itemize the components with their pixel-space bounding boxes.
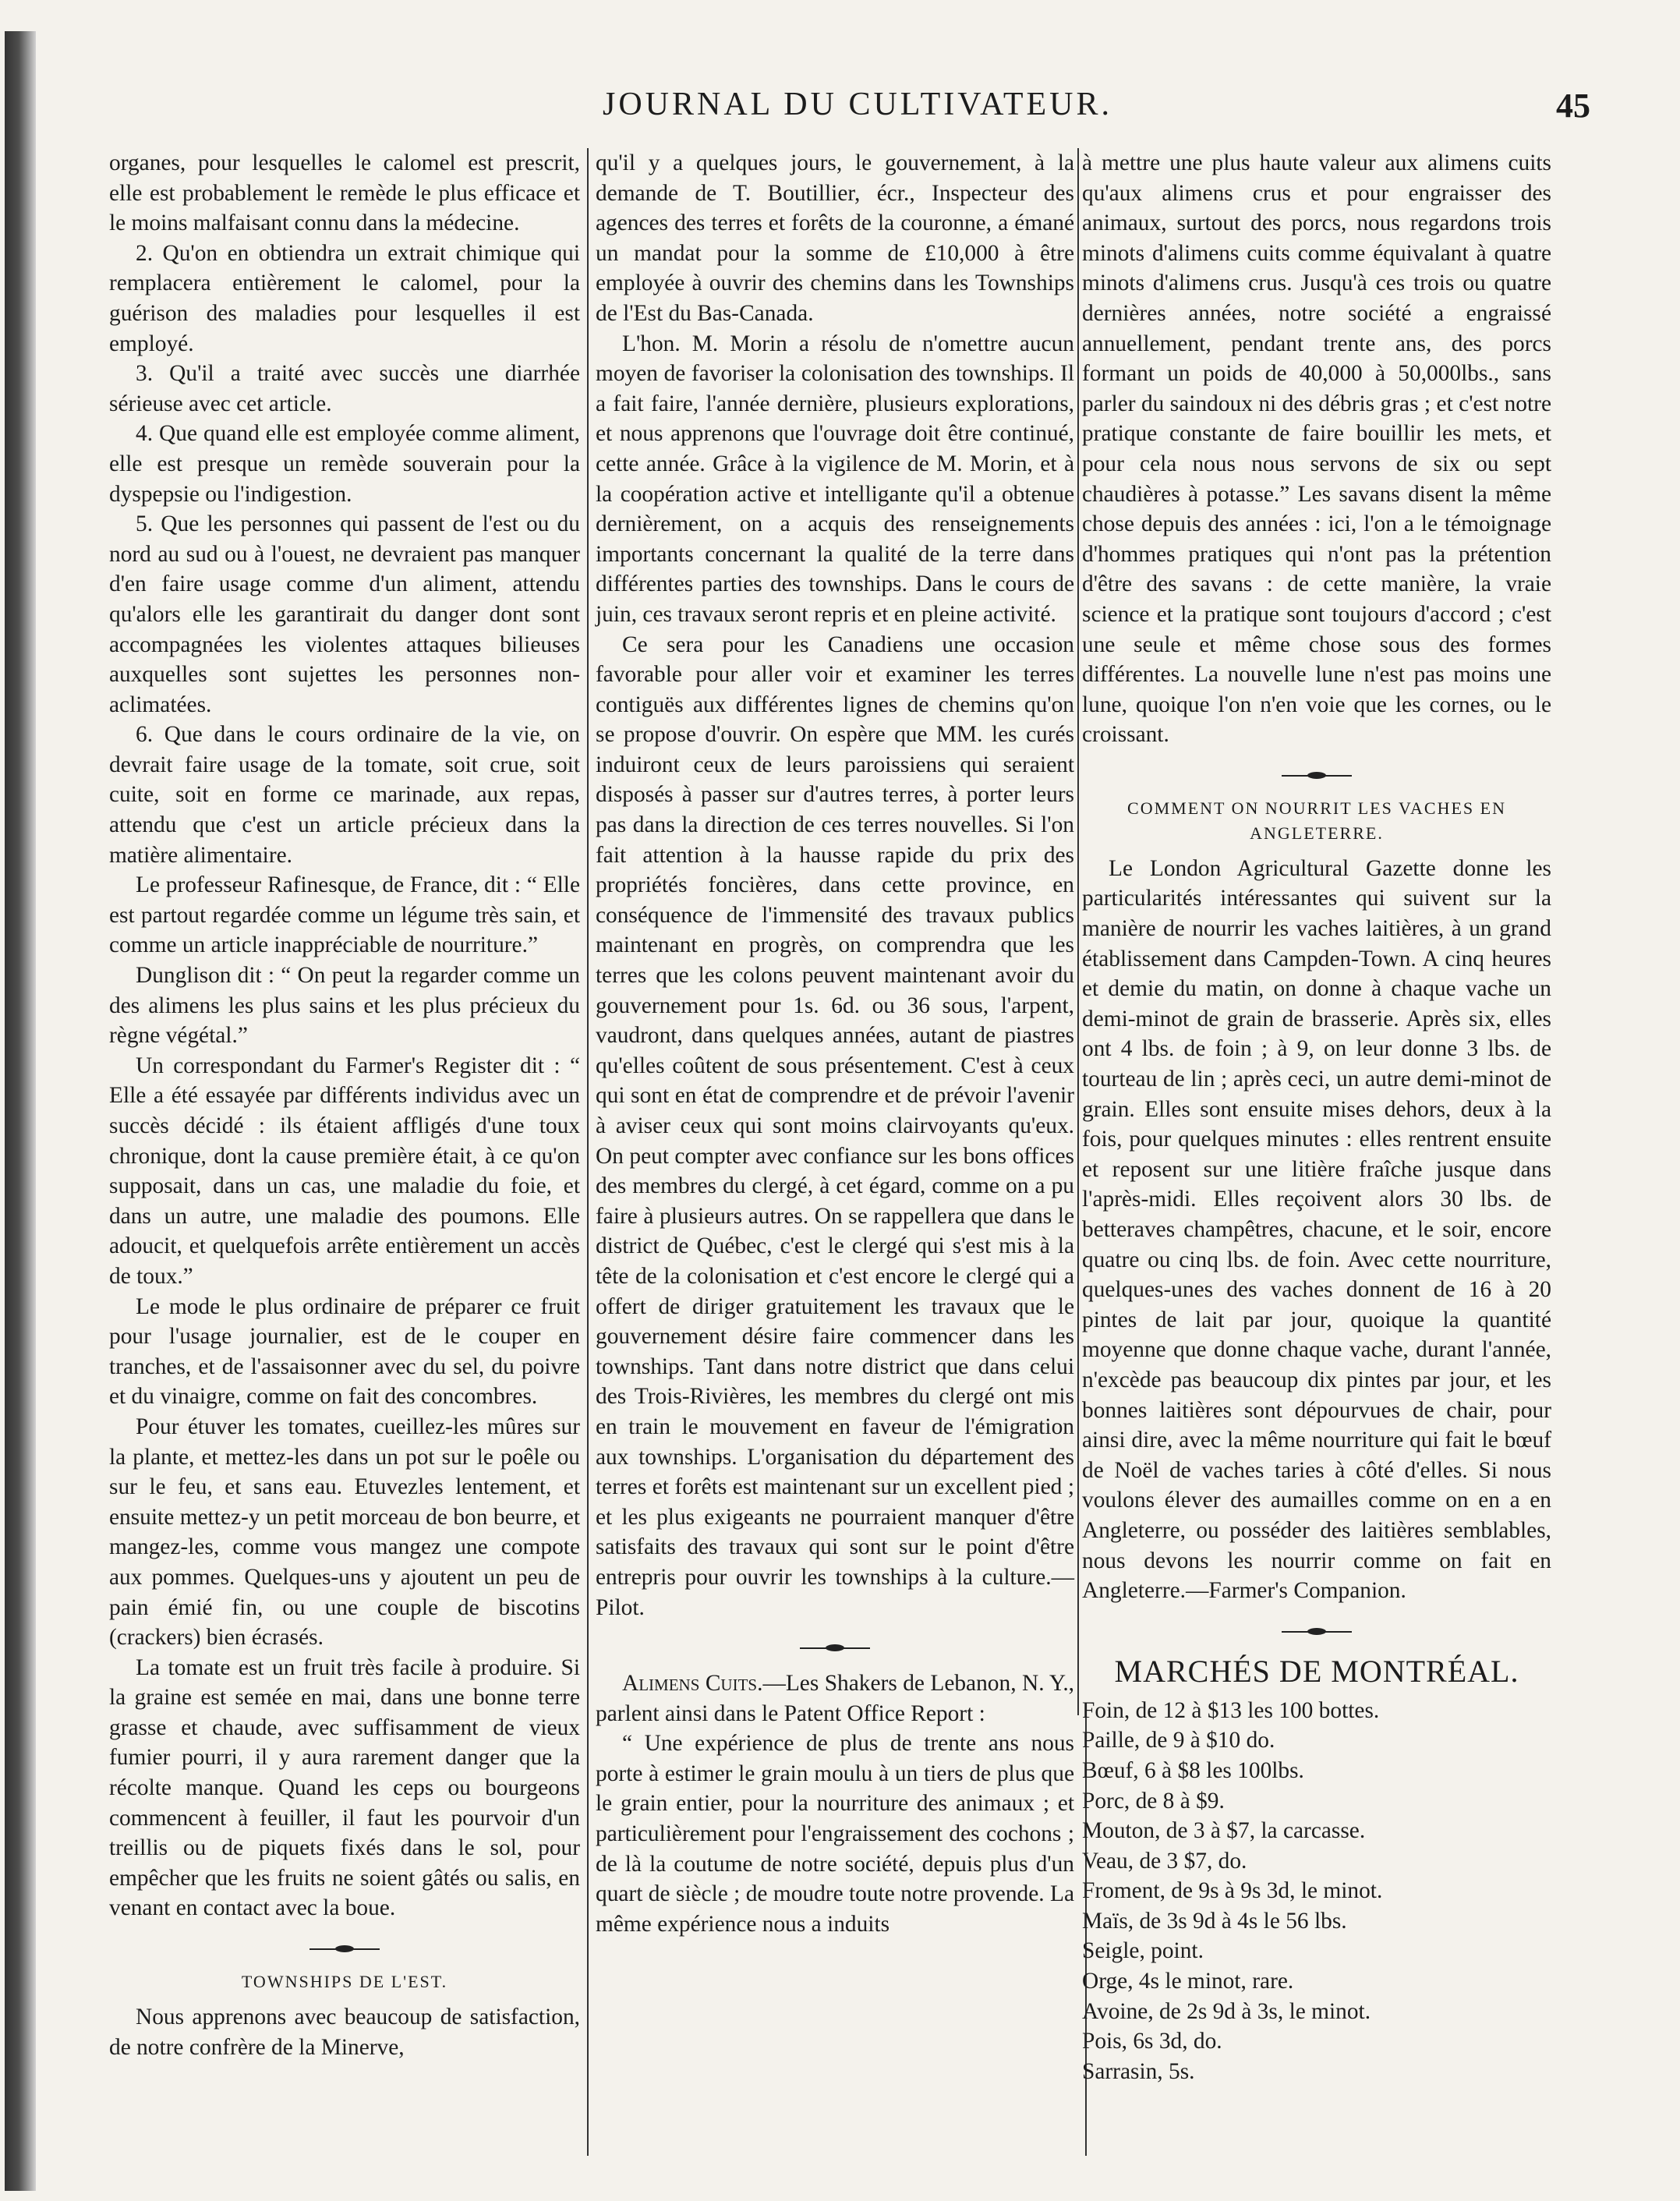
paragraph: L'hon. M. Morin a résolu de n'omettre aucun moyen de favoriser la colonisation des townships. Il a fait faire, l'année dernière, plusieurs explorations, et nous apprenons que l'ouvrage doit être continué, cette année. Grâce à la vigilence de M. Morin, et à la coopération active et intelligante qu'il a obtenue dernièrement, on a acquis des renseignements importants concernant la qualité de la terre dans différentes parties des townships. Dans le cours de juin, ces travaux seront repris et en pleine activité. [596, 331, 1074, 627]
paragraph: 4. Que quand elle est employée comme aliment, elle est presque un remède souverain pour la dyspepsie ou l'indigestion. [109, 421, 580, 507]
section-separator [1282, 772, 1352, 779]
paragraph: La tomate est un fruit très facile à produire. Si la graine est semée en mai, dans une bonne terre grasse et chaude, avec suffisamment de vieux fumier pourri, il y aura rarement danger que la récolte manque. Quand les ceps ou bourgeons commencent à feuiller, il faut les pourvoir d'un treillis ou de piquets fixés dans le sol, pour empêcher que les fruits ne soient gâtés ou salis, en venant en contact avec la boue. [109, 1654, 580, 1921]
paragraph-alimens [596, 1668, 1074, 1729]
paragraph: Pour étuver les tomates, cueillez-les mûres sur la plante, et mettez-les dans un pot sur le poêle ou sur le feu, et sans eau. Etuvezles lentement, et ensuite mettez-y un petit morceau de bon beurre, et mangez-les, comme vous mangez une compote aux pommes. Quelques-uns y ajoutent un peu de pain émié fin, ou une couple de biscotins (crackers) bien écrasés. [109, 1414, 580, 1651]
paragraph: Dunglison dit : “ On peut la regarder comme un des alimens les plus sains et les plus précieux du règne végétal.” [109, 963, 580, 1049]
column-rule-right-upper [1077, 148, 1079, 1715]
market-item: Maïs, de 3s 9d à 4s le 56 lbs. [1082, 1908, 1347, 1934]
binding-edge [5, 31, 36, 2191]
market-item: Bœuf, 6 à $8 les 100lbs. [1082, 1757, 1304, 1783]
paragraph: 3. Qu'il a traité avec succès une diarrhée sérieuse avec cet article. [109, 361, 580, 416]
paragraph: à mettre une plus haute valeur aux alimens cuits qu'aux alimens crus et pour engraisser des animaux, surtout des porcs, nous regardons trois minots d'alimens cuits comme équivalant à quatre minots d'alimens crus. Jusqu'à ces trois ou quatre dernières années, notre société a engraissé annuellement, pendant trente ans, des porcs formant un poids de 40,000 à 50,000lbs., sans parler du saindoux ni des débris gras ; et c'est notre pratique constante de faire bouillir les mets, et pour cela nous nous servons de six ou sept chaudières à potasse.” Les savans disent la même chose depuis des années : ici, l'on a le témoignage d'hommes pratiques qui n'ont pas la prétention d'être des savans : de cette manière, la vraie science et la pratique sont toujours d'accord ; c'est une seule et même chose sous des formes différentes. La nouvelle lune n'est pas moins une lune, quoique l'on n'en voie que les cornes, ou le croissant. [1082, 150, 1551, 748]
column-rule-left [587, 148, 589, 2156]
page-header [109, 86, 1606, 133]
column-3 [1082, 148, 1551, 2086]
page-number: 45 [1556, 87, 1590, 125]
column-2 [596, 148, 1074, 1939]
section-separator [1282, 1628, 1352, 1635]
paragraph: Un correspondant du Farmer's Register dit : “ Elle a été essayée par différents individus avec un succès décidé : ils étaient affligés d'une toux chronique, dont la cause première était, à ce qu'on supposait, dans un cas, une maladie du foie, et dans un autre, une maladie des poumons. Elle adoucit, et quelquefois arrête entièrement un accès de toux.” [109, 1053, 580, 1289]
market-price-list [1082, 1696, 1551, 2087]
journal-title: JOURNAL DU CULTIVATEUR. [603, 87, 1112, 122]
paragraph: Le professeur Rafinesque, de France, dit : “ Elle est partout regardée comme un légume très sain, et comme un article inappréciable de nourriture.” [109, 872, 580, 958]
alimens-intro: —Les Shakers de Lebanon, N. Y., parlent ainsi dans le Patent Office Report : [596, 1671, 1075, 1726]
alimens-lead: Alimens Cuits. [622, 1671, 763, 1697]
paragraph: Le mode le plus ordinaire de préparer ce fruit pour l'usage journalier, est de le couper en tranches, et de l'assaisonner avec du sel, du poivre et du vinaigre, comme on fait des concombres. [109, 1293, 580, 1410]
heading-vaches: COMMENT ON NOURRIT LES VACHES EN ANGLETERRE. [1127, 798, 1506, 843]
paragraph: Le London Agricultural Gazette donne les particularités intéressantes qui suivent sur la manière de nourrir les vaches laitières, à un grand établissement dans Campden-Town. A cinq heures et demie du matin, on donne à chaque vache un demi-minot de grain de brasserie. Après six, elles ont 4 lbs. de foin ; à 9, on leur donne 3 lbs. de tourteau de lin ; après ceci, un autre demi-minot de grain. Elles sont ensuite mises dehors, deux à la fois, pour quelques minutes : elles rentrent ensuite et reposent sur une litière fraîche jusque dans l'après-midi. Elles reçoivent alors 30 lbs. de betteraves champêtres, chacune, et le soir, encore quatre ou cinq lbs. de foin. Avec cette nourriture, quelques-unes des vaches donnent de 16 à 20 pintes de lait par jour, quoique la quantité moyenne que donne chaque vache, durant l'année, n'excède pas beaucoup dix pintes par jour, et les bonnes laitières sont dépourvues de chair, pour ainsi dire, avec la même nourriture qui fait le bœuf de Noël de vaches taries à côté d'elles. Si nous voulons élever des aumailles comme on en a en Angleterre, ou posséder des laitières semblables, nous devons les nourrir comme on fait en Angleterre.—Farmer's Companion. [1082, 855, 1551, 1604]
market-item: Seigle, point. [1082, 1938, 1204, 1964]
market-item: Veau, de 3 $7, do. [1082, 1848, 1247, 1874]
market-item: Mouton, de 3 à $7, la carcasse. [1082, 1818, 1366, 1844]
market-item: Avoine, de 2s 9d à 3s, le minot. [1082, 1998, 1371, 2024]
paragraph: 2. Qu'on en obtiendra un extrait chimique qui remplacera entièrement le calomel, pour la guérison des maladies pour lesquelles il est employé. [109, 240, 580, 356]
heading-townships: TOWNSHIPS DE L'EST. [241, 1972, 448, 1992]
paragraph: 5. Que les personnes qui passent de l'est ou du nord au sud ou à l'ouest, ne devraient pas manquer d'en faire usage comme d'un aliment, attendu qu'alors elle les garantirait du danger dont sont accompagnées les violentes attaques bilieuses auxquelles sont sujettes les personnes non-aclimatées. [109, 511, 580, 717]
heading-market: MARCHÉS DE MONTRÉAL. [1114, 1653, 1519, 1689]
section-separator [309, 1945, 380, 1952]
market-item: Foin, de 12 à $13 les 100 bottes. [1082, 1697, 1380, 1723]
market-item: Froment, de 9s à 9s 3d, le minot. [1082, 1878, 1383, 1904]
paragraph: organes, pour lesquelles le calomel est prescrit, elle est probablement le remède le plus efficace et le moins malfaisant connu dans la médecine. [109, 150, 580, 236]
market-item: Orge, 4s le minot, rare. [1082, 1969, 1294, 1994]
paragraph: “ Une expérience de plus de trente ans nous porte à estimer le grain moulu à un tiers de plus que le grain entier, pour la nourriture des animaux ; et particulièrement pour l'engraissement des cochons ; de là la coutume de notre société, depuis plus d'un quart de siècle ; de moudre toute notre provende. La même expérience nous a induits [596, 1731, 1074, 1937]
section-separator [800, 1644, 870, 1651]
paragraph: Ce sera pour les Canadiens une occasion favorable pour aller voir et examiner les terres contiguës aux différentes lignes de chemins qu'on se propose d'ouvrir. On espère que MM. les curés induiront ceux de leurs paroissiens qui seraient disposés à passer sur d'autres terres, à porter leurs pas dans la direction de ces terres nouvelles. Si l'on fait attention à la hausse rapide du prix des propriétés foncières, dans cette province, en conséquence de l'immensité des travaux publics maintenant en progrès, on comprendra que les terres que les colons peuvent maintenant avoir du gouvernement pour 1s. 6d. ou 36 sous, l'arpent, vaudront, dans quelques années, autant de piastres qu'elles coûtent de sous présentement. C'est à ceux qui sont en état de comprendre et de prévoir l'avenir à aviser ceux qui sont moins clairvoyants qu'eux. On peut compter avec confiance sur les bons offices des membres du clergé, à cet égard, comme on a pu faire à plusieurs autres. On se rappellera que dans le district de Québec, c'est le clergé qui s'est mis à la tête de la colonisation et c'est encore le clergé qui a offert de diriger gratuitement les travaux que le gouvernement désire faire commencer dans les townships. Tant dans notre district que dans celui des Trois-Rivières, les membres du clergé ont mis en train le mouvement en faveur de l'émigration aux townships. L'organisation du département des terres et forêts est maintenant sur un excellent pied ; et les plus exigeants ne pourraient manquer d'être satisfaits des travaux qui sont sur le point d'être entrepris pour ouvrir les townships à la culture.—Pilot. [596, 632, 1074, 1620]
market-item: Pois, 6s 3d, do. [1082, 2029, 1222, 2054]
paragraph: qu'il y a quelques jours, le gouvernement, à la demande de T. Boutillier, écr., Inspecteur des agences des terres et forêts de la couronne, a émané un mandat pour la somme de £10,000 à être employée à ouvrir des chemins dans les Townships de l'Est du Bas-Canada. [596, 150, 1074, 326]
column-1 [109, 148, 580, 2062]
paragraph: Nous apprenons avec beaucoup de satisfaction, de notre confrère de la Minerve, [109, 2005, 580, 2060]
market-item: Paille, de 9 à $10 do. [1082, 1728, 1275, 1753]
market-item: Sarrasin, 5s. [1082, 2058, 1195, 2084]
market-item: Porc, de 8 à $9. [1082, 1788, 1225, 1814]
paragraph: 6. Que dans le cours ordinaire de la vie, on devrait faire usage de la tomate, soit crue, soit cuite, soit en forme ce marinade, aux repas, attendu que c'est un article précieux dans la matière alimentaire. [109, 722, 580, 868]
